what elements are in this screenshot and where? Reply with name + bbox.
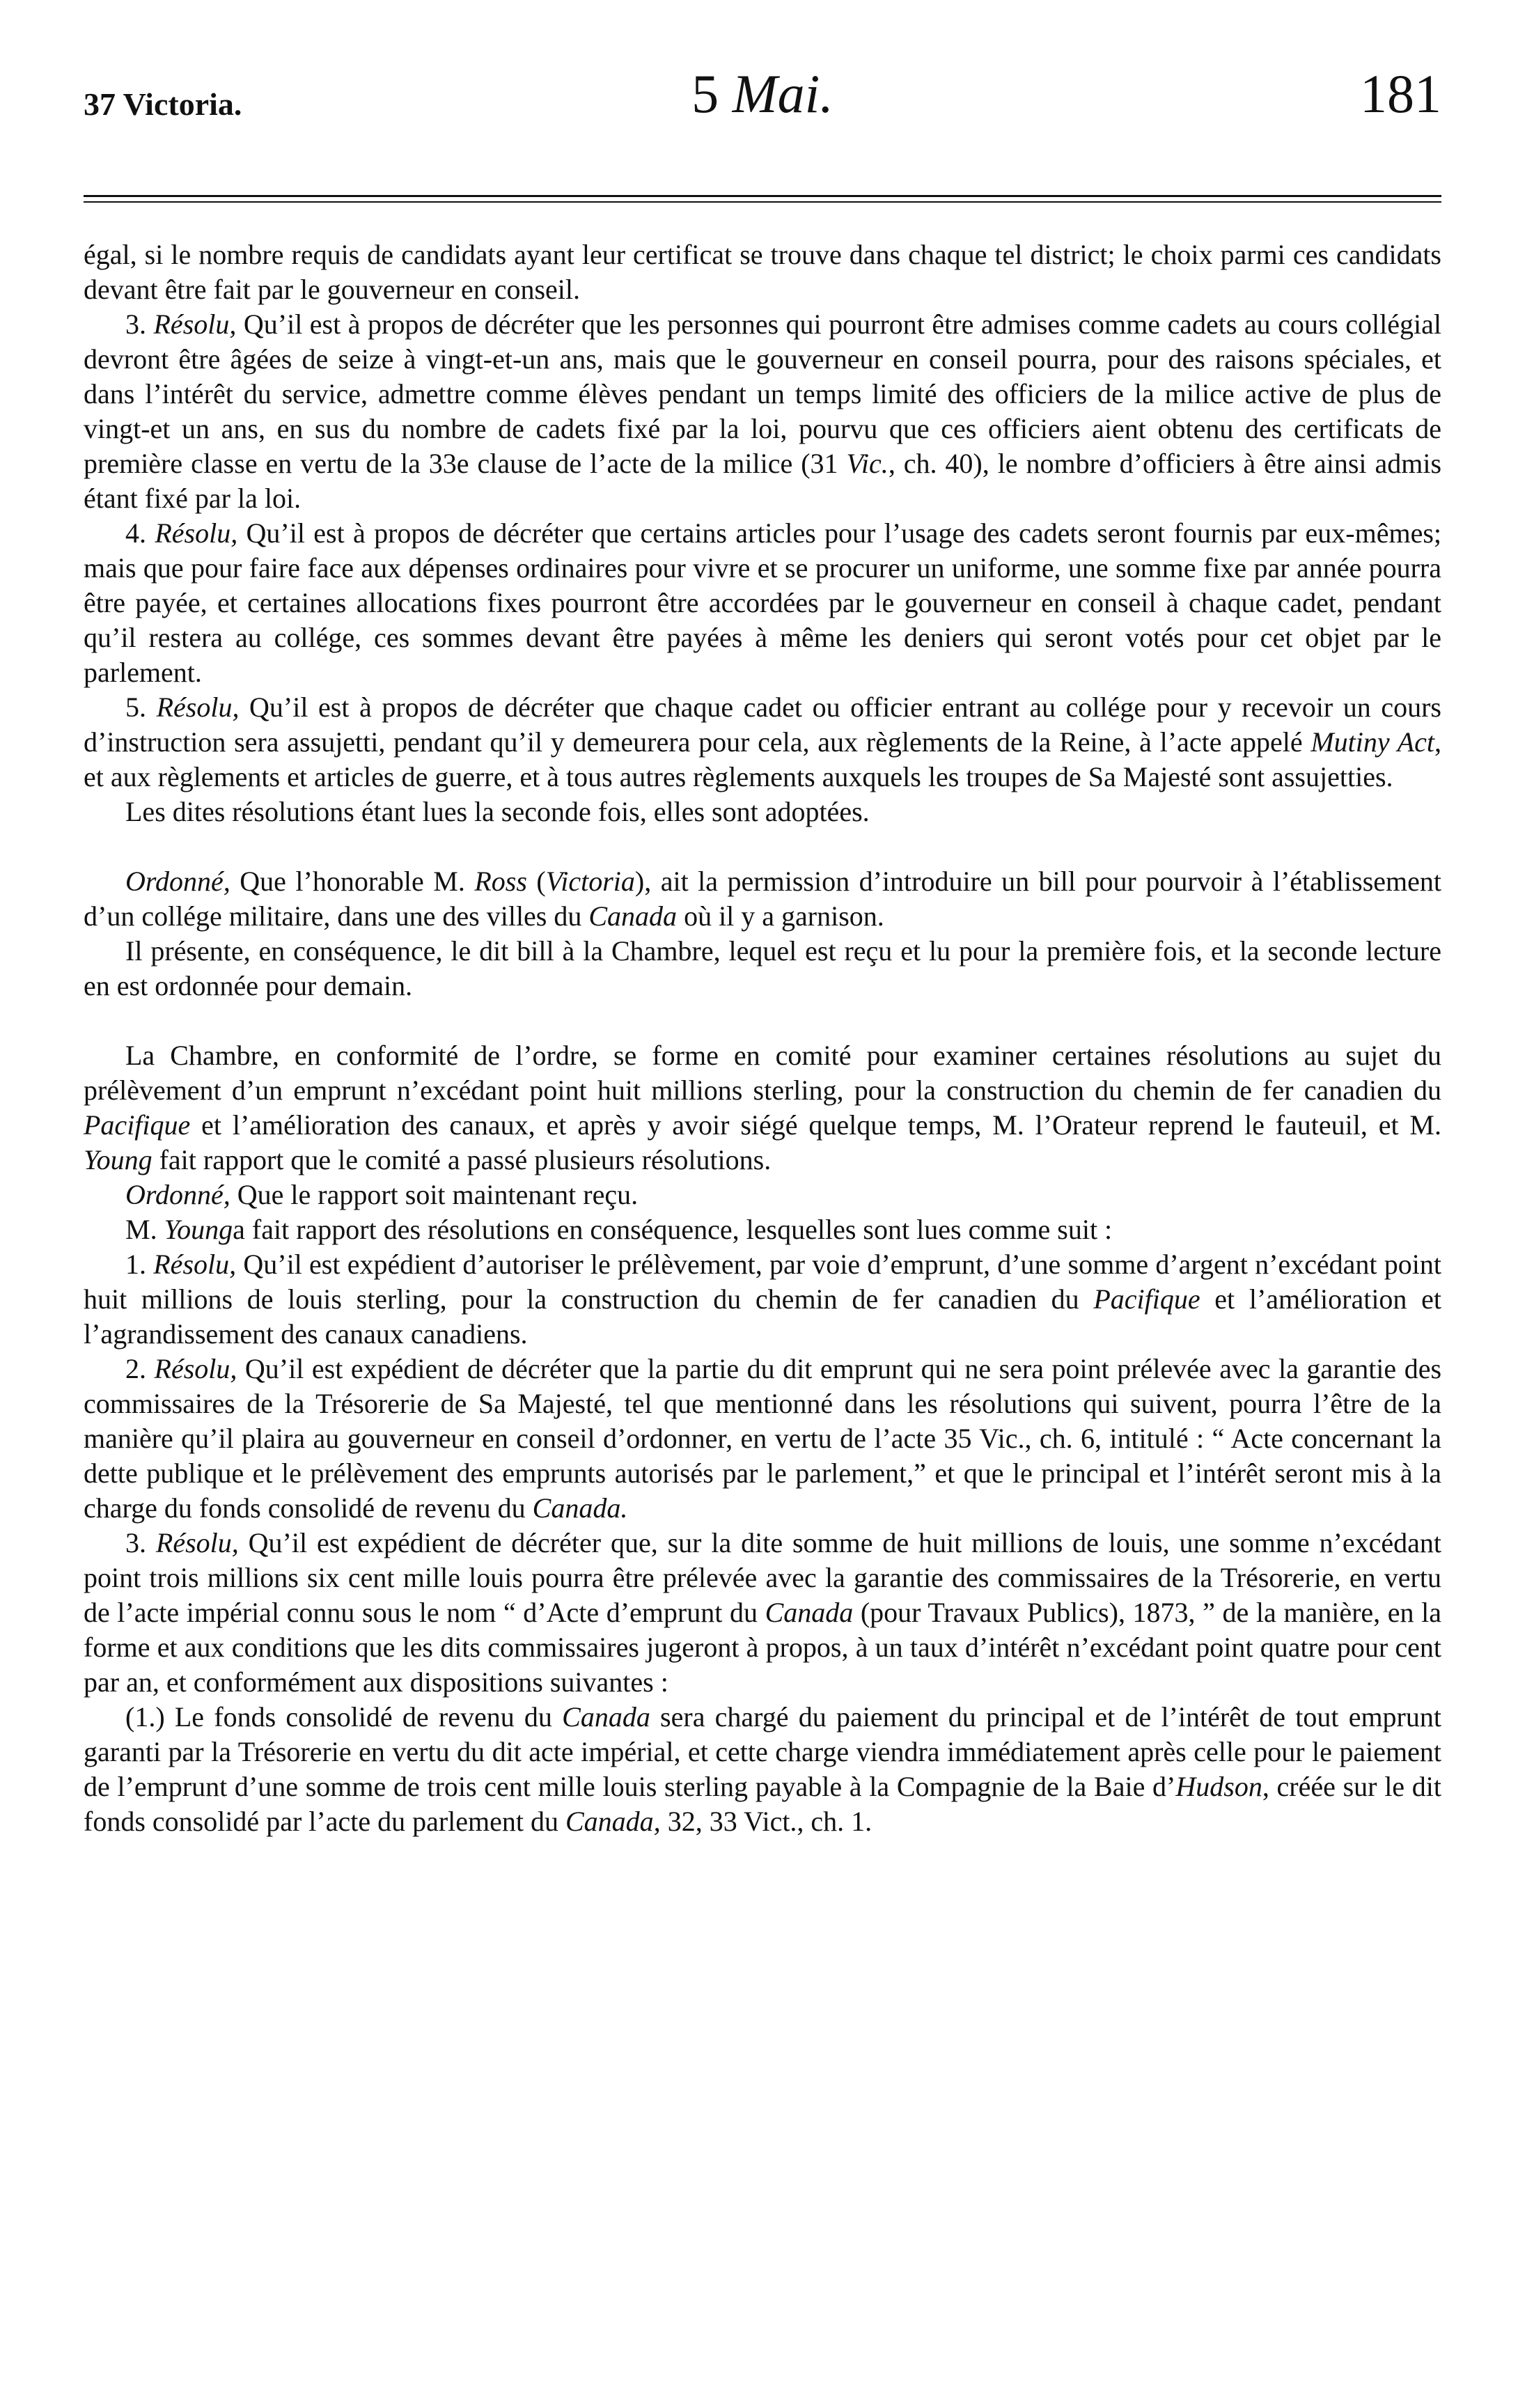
text-run: (pour Travaux Publics), 1873, ” de la manière, en la forme et aux conditions que les dits commissaires jugeront à propos, à un taux d’intérêt n’excédant point quatre pour cent par an, et conformément aux dispositions suivantes : [84, 1597, 1441, 1698]
text-run: Canada [765, 1597, 854, 1628]
page-header [84, 63, 1441, 153]
text-run: Résolu, [156, 691, 240, 723]
text-run: Qu’il est expédient de décréter que la partie du dit emprunt qui ne sera point prélevée avec la garantie des commissaires de la Trésorerie de Sa Majesté, tel que mentionné dans les résolutions qui suivent, pourra l’être de la manière qu’il plaira au gouverneur en conseil d’ordonner, en vertu de l’acte 35 Vic., ch. 6, intitulé : “ Acte concernant la dette publique et le prélèvement des emprunts autorisés par le parlement,” et que le principal et l’intérêt seront mis à la charge du fonds consolidé de revenu du [84, 1353, 1442, 1524]
paragraph-p12 [84, 1352, 1441, 1526]
text-run: égal, si le nombre requis de candidats ayant leur certificat se trouve dans chaque tel district; le choix parmi ces candidats devant être fait par le gouverneur en conseil. [84, 239, 1441, 305]
paragraph-p8 [84, 1038, 1441, 1178]
paragraph-p4 [84, 690, 1441, 795]
text-run: 32, 33 Vict., ch. 1. [660, 1806, 873, 1837]
text-run: Ross [474, 866, 527, 897]
text-run: Qu’il est à propos de décréter que les personnes qui pourront être admises comme cadets au cours collégial devront être âgées de seize à vingt-et-un ans, mais que le gouverneur en conseil pourra, pour des raisons spéciales, et dans l’intérêt du service, admettre comme élèves pendant un temps limité des officiers de la milice active de plus de vingt-et un ans, en sus du nombre de cadets fixé par la loi, pourvu que ces officiers aient obtenu des certificats de première classe en vertu de la 33e clause de l’acte de la milice (31 [84, 308, 1442, 479]
text-run: Ordonné, [125, 866, 230, 897]
paragraph-p11 [84, 1247, 1441, 1352]
text-run: Il présente, en conséquence, le dit bill à la Chambre, lequel est reçu et lu pour la première fois, et la seconde lecture en est ordonnée pour demain. [84, 935, 1441, 1001]
text-run: Résolu, [154, 1353, 237, 1384]
text-run: Vic. [846, 448, 889, 479]
text-run: Pacifique [1093, 1283, 1200, 1315]
text-run: 3. [125, 1527, 156, 1558]
text-run: et l’amélioration et l’agrandissement des canaux canadiens. [84, 1283, 1441, 1350]
text-run: sera chargé du paiement du principal et de l’intérêt de tout emprunt garanti par la Trésorerie en vertu du dit acte impérial, et cette charge viendra immédiatement après celle pour le paiement de l’emprunt d’une somme de trois cent mille louis sterling payable à la Compagnie de la Baie d’ [84, 1701, 1441, 1802]
text-run: Canada. [532, 1492, 628, 1524]
header-rule [84, 195, 1441, 203]
text-run: , ch. 40), le nombre d’officiers à être ainsi admis étant fixé par la loi. [84, 448, 1442, 514]
text-run: 1. [125, 1249, 154, 1280]
header-session: 37 Victoria. [84, 86, 242, 122]
text-run: (1.) Le fonds consolidé de revenu du [125, 1701, 563, 1733]
text-run: Résolu, [153, 308, 237, 340]
paragraph-p3 [84, 516, 1441, 690]
text-run: a fait rapport des résolutions en conséquence, lesquelles sont lues comme suit : [233, 1214, 1113, 1245]
header-date [84, 63, 1441, 124]
text-run: Qu’il est à propos de décréter que chaque cadet ou officier entrant au collége pour y recevoir un cours d’instruction sera assujetti, pendant qu’il y demeurera pour cela, aux règlements de la Reine, à l’acte appelé [84, 691, 1442, 758]
text-run: ), ait la permission d’introduire un bill pour pourvoir à l’établissement d’un collége militaire, dans une des villes du [84, 866, 1441, 932]
text-run: et l’amélioration des canaux, et après y avoir siégé quelque temps, M. l’Orateur reprend le fauteuil, et M. [190, 1109, 1441, 1141]
text-run: Qu’il est expédient de décréter que, sur la dite somme de huit millions de louis, une somme n’excédant point trois millions six cent mille louis pourra être prélevée avec la garantie des commissaires de la Trésorerie, en vertu de l’acte impérial connu sous le nom “ d’Acte d’emprunt du [84, 1527, 1442, 1628]
text-run: où il y a garnison. [677, 900, 884, 932]
text-run: fait rapport que le comité a passé plusieurs résolutions. [152, 1144, 772, 1175]
text-run: Qu’il est expédient d’autoriser le prélèvement, par voie d’emprunt, d’une somme d’argent n’excédant point huit millions de louis sterling, pour la construction du chemin de fer canadien du [84, 1249, 1442, 1315]
text-run: 3. [125, 308, 154, 340]
text-run: , créée sur le dit fonds consolidé par l’acte du parlement du [84, 1771, 1441, 1837]
text-run: Victoria [545, 866, 635, 897]
paragraph-p14 [84, 1700, 1441, 1839]
text-run: Pacifique [84, 1109, 191, 1141]
text-run: Les dites résolutions étant lues la seconde fois, elles sont adoptées. [125, 796, 870, 827]
text-run: Hudson [1175, 1771, 1262, 1802]
text-run: Résolu, [153, 1249, 237, 1280]
text-run: 5. [125, 691, 157, 723]
paragraph-p7 [84, 934, 1441, 1003]
text-run: Que l’honorable M. [230, 866, 475, 897]
paragraph-p1 [84, 237, 1441, 307]
paragraph-p5 [84, 795, 1441, 829]
text-run: Mutiny Act [1310, 726, 1434, 758]
paragraph-p10 [84, 1212, 1441, 1247]
text-run: 2. [125, 1353, 155, 1384]
text-run: Ordonné, [125, 1179, 230, 1210]
text-run: Young [164, 1214, 233, 1245]
text-run: M. [125, 1214, 164, 1245]
text-run: Résolu, [155, 1527, 239, 1558]
header-month: Mai. [732, 63, 834, 124]
paragraph-p9 [84, 1178, 1441, 1212]
text-run: Young [84, 1144, 152, 1175]
text-run: Résolu, [155, 517, 238, 549]
paragraph-p2 [84, 307, 1441, 516]
text-run: Canada [588, 900, 678, 932]
document-page [84, 63, 1442, 1839]
text-run: La Chambre, en conformité de l’ordre, se forme en comité pour examiner certaines résolutions au sujet du prélèvement d’un emprunt n’excédant point huit millions sterling, pour la construction du chemin de fer canadien du [84, 1040, 1441, 1106]
page-number: 181 [1360, 63, 1441, 124]
text-run: ( [526, 866, 546, 897]
text-run: Canada, [565, 1806, 661, 1837]
text-run: Que le rapport soit maintenant reçu. [230, 1179, 639, 1210]
header-day: 5 [691, 63, 719, 124]
document-body [84, 237, 1441, 1839]
paragraph-p6 [84, 864, 1441, 934]
text-run: Qu’il est à propos de décréter que certains articles pour l’usage des cadets seront fournis par eux-mêmes; mais que pour faire face aux dépenses ordinaires pour vivre et se procurer un uniforme, une somme fixe par année pourra être payée, et certaines allocations fixes pourront être accordées par le gouverneur en conseil à chaque cadet, pendant qu’il restera au collége, ces sommes devant être payées à même les deniers qui seront votés pour cet objet par le parlement. [84, 517, 1442, 688]
text-run: 4. [125, 517, 155, 549]
text-run: Canada [562, 1701, 650, 1733]
text-run: , et aux règlements et articles de guerre, et à tous autres règlements auxquels les troupes de Sa Majesté sont assujetties. [84, 726, 1441, 792]
paragraph-p13 [84, 1526, 1441, 1700]
